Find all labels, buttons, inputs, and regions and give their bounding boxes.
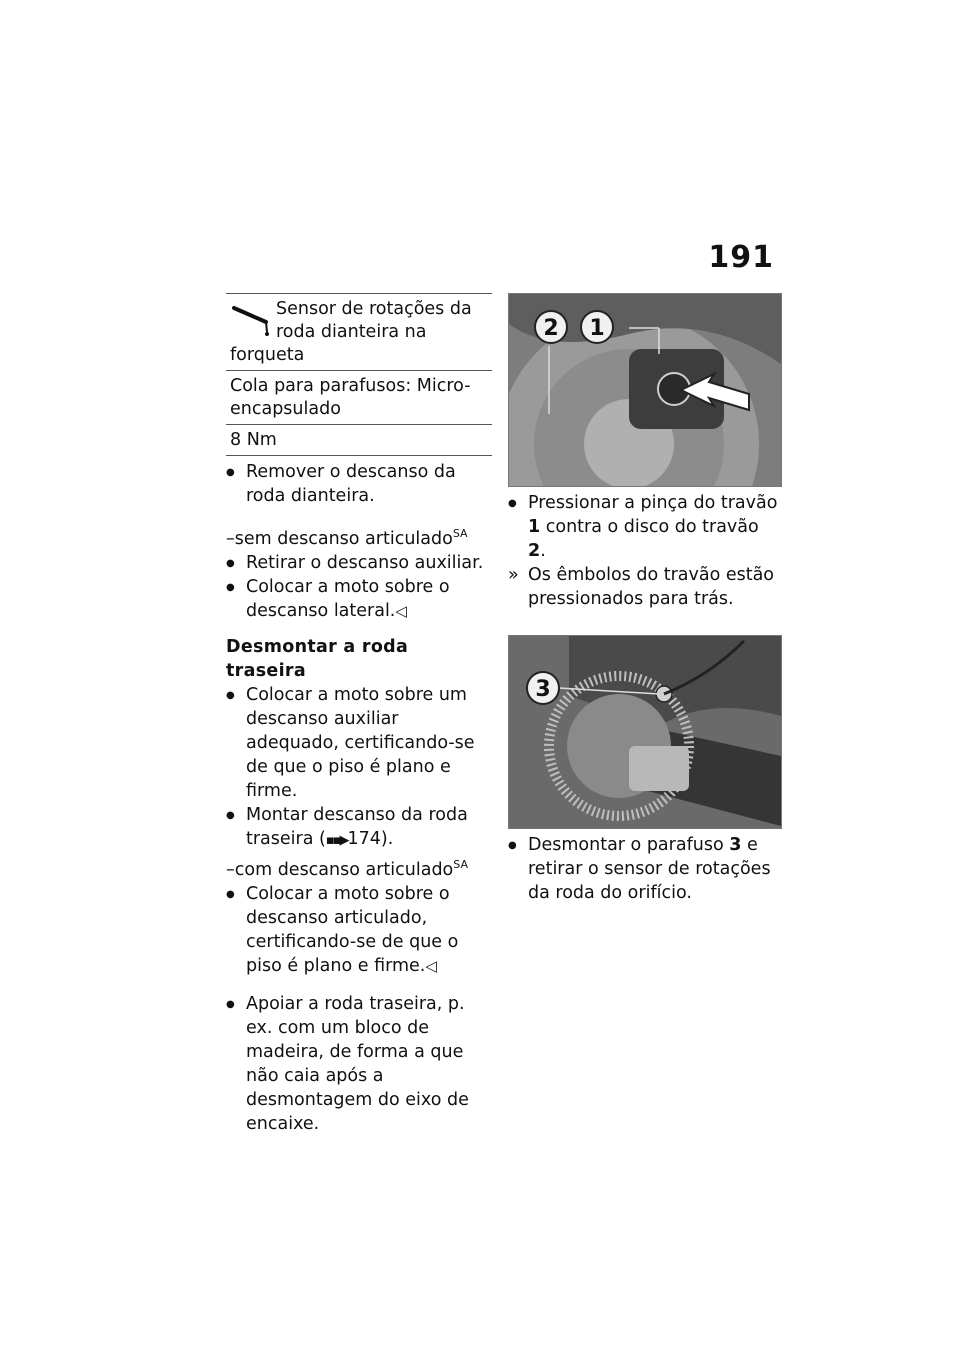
bullet-icon	[226, 803, 244, 830]
list-item: ● Montar descanso da roda traseira (▪▪▶174).	[226, 803, 494, 853]
list-item: ● Retirar o descanso auxiliar.	[226, 551, 494, 575]
special-equipment-badge: SA	[452, 527, 468, 540]
result-arrow-icon: »	[508, 565, 519, 585]
condition-item: –sem descanso articulado$^{SA}$	[226, 527, 468, 549]
torque-wrench-icon	[230, 298, 274, 338]
list-item: ● Apoiar a roda traseira, p. ex. com um bloco de madeira, de forma a que não caia após a desmontagem do eixo de encaixe.	[226, 992, 494, 1136]
bullet-icon	[508, 833, 526, 860]
torque-spec-table	[226, 293, 492, 456]
end-mark-icon: ◁	[425, 956, 437, 975]
brake-caliper-photo	[508, 293, 782, 487]
result-item: » Os êmbolos do travão estão pressionados para trás.	[508, 565, 775, 609]
page-reference-link[interactable]: 174	[347, 828, 381, 849]
list-item: ● Desmontar o parafuso 3 e retirar o sensor de rotações da roda do orifício.	[508, 833, 782, 905]
list-item: ● Colocar a moto sobre o descanso articulado, certificando-se de que o piso é plano e firme.◁	[226, 882, 494, 978]
spec-label-row	[226, 294, 492, 371]
bullet-icon	[226, 992, 244, 1019]
section-heading: Desmontar a roda traseira	[226, 636, 409, 681]
spec-label: Sensor de rotações da roda dianteira na forqueta	[230, 299, 472, 365]
page-reference-arrow-icon: ▪▪▶	[325, 832, 348, 848]
dash-icon: –	[226, 859, 235, 880]
left-column	[226, 293, 494, 1136]
list-item: ● Colocar a moto sobre o descanso lateral.◁	[226, 575, 494, 623]
end-mark-icon: ◁	[395, 601, 407, 620]
special-equipment-badge: SA	[453, 857, 468, 871]
bullet-icon	[226, 575, 244, 602]
page-number: 191	[708, 240, 774, 275]
spec-torque: 8 Nm	[230, 430, 277, 450]
bullet-icon	[226, 551, 244, 578]
spec-torque-row	[226, 425, 492, 455]
figure-label-2: 2	[543, 316, 559, 341]
spec-material-row	[226, 371, 492, 425]
figure-label-1: 1	[589, 316, 605, 341]
list-item: ● Remover o descanso da roda dianteira.	[226, 460, 494, 508]
list-item: ● Colocar a moto sobre um descanso auxiliar adequado, certificando-se de que o piso é plano e firme.	[226, 683, 494, 803]
right-column	[508, 293, 782, 905]
dash-icon: –	[226, 528, 235, 549]
bullet-icon	[226, 683, 244, 710]
bullet-icon	[226, 882, 244, 909]
bullet-icon	[226, 460, 244, 487]
bullet-icon	[508, 491, 526, 518]
wheel-speed-sensor-photo	[508, 635, 782, 829]
list-item: ● Pressionar a pinça do travão 1 contra o disco do travão 2.	[508, 491, 782, 563]
spec-material: Cola para parafusos: Micro-encapsulado	[230, 376, 471, 419]
condition-item: –com descanso articulado$^{SA}$	[226, 857, 468, 880]
figure-label-3: 3	[535, 677, 551, 702]
